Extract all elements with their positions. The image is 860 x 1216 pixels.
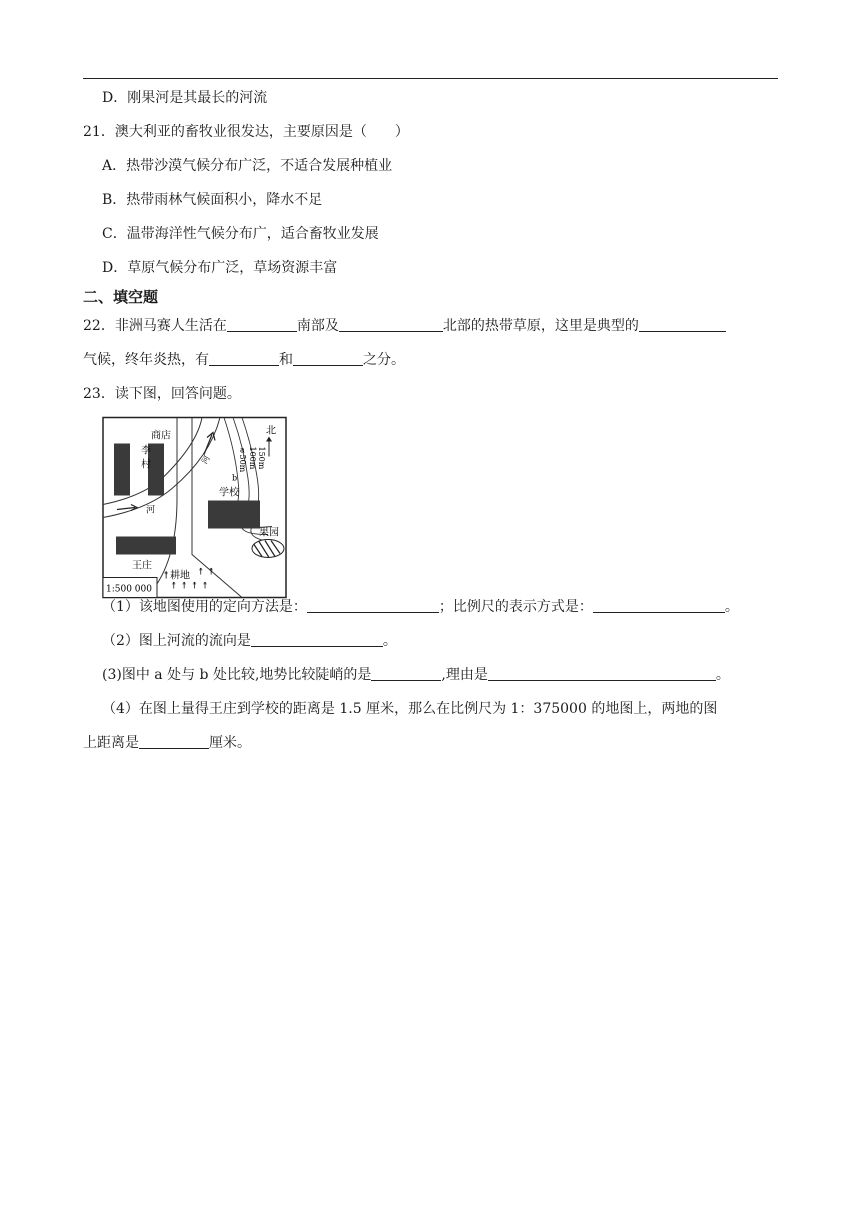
q23-sub4-text-a: 上距离是 <box>83 735 139 751</box>
q21-stem: 21．澳大利亚的畜牧业很发达，主要原因是（ ） <box>83 124 409 140</box>
q22-blank-2[interactable] <box>339 316 443 332</box>
q23-sub2 <box>102 631 397 651</box>
q21-option-a: A．热带沙漠气候分布广泛，不适合发展种植业 <box>102 158 393 174</box>
q23-stem: 23．读下图，回答问题。 <box>83 386 241 402</box>
farm-symbol-3: ↟ ↟ ↟ ↟ <box>170 581 209 592</box>
q22-line2 <box>83 350 405 370</box>
q23-sub4-blank[interactable] <box>139 733 209 749</box>
q22-text-b: 南部及 <box>296 318 339 334</box>
q21-option-d: D．草原气候分布广泛，草场资源丰富 <box>102 260 338 276</box>
q22-blank-4[interactable] <box>209 350 279 366</box>
farm-symbol-1: ↟ <box>162 570 171 582</box>
q22-text-c: 北部的热带草原，这里是典型的 <box>442 318 639 334</box>
q22-blank-1[interactable] <box>227 316 297 332</box>
q23-sub4-line1: （4）在图上量得王庄到学校的距离是 1.5 厘米，那么在比例尺为 1：375000 的地图上，两地的图 <box>102 701 718 717</box>
label-north: 北 <box>266 425 276 437</box>
q23-sub3-blank-1[interactable] <box>371 665 441 681</box>
q23-sub1-blank-1[interactable] <box>307 597 439 613</box>
q21-option-b: B．热带雨林气候面积小，降水不足 <box>102 192 323 208</box>
label-orchard: 果园 <box>259 527 279 539</box>
farm-symbol-2: ↟ ↟ <box>197 567 215 578</box>
q23-sub1-text-a: （1）该地图使用的定向方法是： <box>102 599 307 615</box>
q23-sub3 <box>102 665 730 685</box>
q21-option-c: C．温带海洋性气候分布广，适合畜牧业发展 <box>102 226 379 242</box>
label-school: 学校 <box>219 487 239 499</box>
q23-sub2-end: 。 <box>382 633 397 649</box>
building-wangzhuang <box>116 537 176 555</box>
q23-sub1-text-b: ；比例尺的表示方式是： <box>438 599 593 615</box>
label-village-2: 村 <box>141 459 151 471</box>
label-scale: 1:500 000 <box>106 584 152 595</box>
q23-map <box>102 405 287 610</box>
q22-text-d: 气候，终年炎热，有 <box>83 352 209 368</box>
label-contour-100: 100m <box>248 446 257 470</box>
label-farmland: 耕地 <box>170 570 190 582</box>
label-river-1: 河 <box>146 505 156 516</box>
label-point-b: b <box>232 473 238 483</box>
building-school <box>208 501 260 529</box>
label-shop: 商店 <box>151 430 171 442</box>
label-contour-50: 50m <box>238 454 247 473</box>
q23-sub1-blank-2[interactable] <box>593 597 725 613</box>
q22-text-a: 22．非洲马赛人生活在 <box>83 318 227 334</box>
q23-sub3-text-a: (3)图中 a 处与 b 处比较,地势比较陡峭的是 <box>102 667 372 683</box>
q23-sub4-line2 <box>83 733 251 753</box>
q22-blank-5[interactable] <box>293 350 363 366</box>
q22-line1 <box>83 316 726 336</box>
section-title: 二、填空题 <box>83 288 159 306</box>
label-wangzhuang: 王庄 <box>132 560 152 572</box>
q23-sub3-blank-2[interactable] <box>488 665 716 681</box>
q23-sub3-end: 。 <box>715 667 730 683</box>
q22-text-e: 和 <box>279 352 293 368</box>
q20-option-d: D．刚果河是其最长的河流 <box>102 90 268 106</box>
label-river-2: 河 <box>199 454 212 466</box>
q22-blank-3[interactable] <box>639 316 726 332</box>
q23-sub2-text: （2）图上河流的流向是 <box>102 633 251 649</box>
label-village-1: 李 <box>141 445 151 457</box>
q22-text-f: 之分。 <box>363 352 405 368</box>
header-rule <box>83 78 778 79</box>
q23-sub1-end: 。 <box>724 599 739 615</box>
q23-sub4-text-b: 厘米。 <box>209 735 251 751</box>
building-licun-1 <box>114 444 130 496</box>
label-point-a: a <box>240 445 245 455</box>
label-contour-150: 150m <box>257 446 266 470</box>
q23-sub3-text-b: ,理由是 <box>441 667 488 683</box>
q23-sub2-blank[interactable] <box>251 631 383 647</box>
q23-sub1 <box>102 597 739 617</box>
